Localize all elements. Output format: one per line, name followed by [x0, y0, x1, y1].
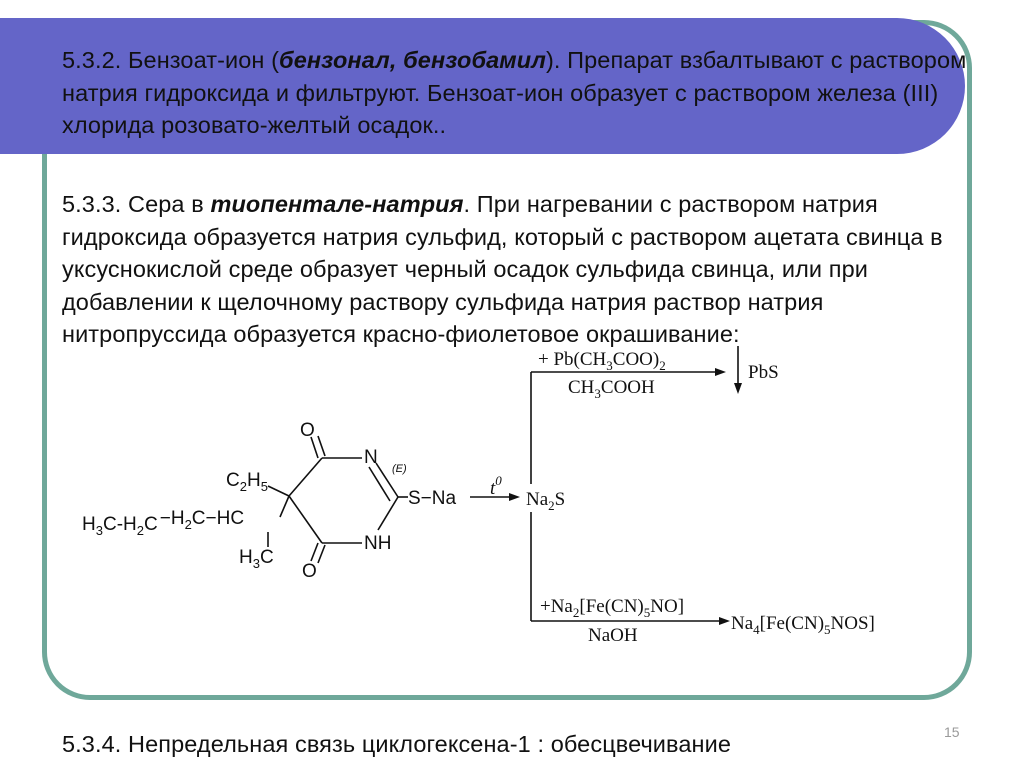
- bottom-condition: NaOH: [588, 625, 638, 646]
- section-5-3-3-drug: тиопентале-натрия: [210, 191, 464, 217]
- intermediate-na2s: $Na_2S$: [526, 489, 566, 513]
- group-methyl: $H_3C$: [239, 547, 274, 571]
- atom-o-top: O: [300, 420, 315, 441]
- group-ethyl: $C_2H_5$: [226, 470, 268, 494]
- top-product: PbS: [748, 362, 779, 383]
- section-5-3-4: [62, 728, 962, 761]
- section-5-3-2-lead: 5.3.2. Бензоат-ион (: [62, 47, 280, 73]
- section-5-3-2: [62, 44, 967, 142]
- group-s-na: S−Na: [408, 488, 457, 509]
- atom-o-bottom: O: [302, 561, 317, 582]
- section-5-3-2-text: ). Препарат взбалтывают с раствором натрия гидроксида и фильтруют. Бензоат-ион образует с раствором железа (III) хлорида розовато-желтый осадок..: [62, 47, 967, 138]
- atom-nh: NH: [364, 533, 392, 554]
- section-5-3-3-text: . При нагревании с раствором натрия гидроксида образуется натрия сульфид, который с раствором ацетата свинца в уксуснокислой среде образует черный осадок сульфида свинца, или при добавлении к щелочному раствору сульфида натрия раствор натрия нитропруссида образуется красно-фиолетовое окрашивание:: [62, 191, 943, 347]
- section-5-3-3-lead: 5.3.3. Сера в: [62, 191, 211, 217]
- section-5-3-3: [62, 188, 972, 351]
- group-chain: $H_3C-H_2C -H_2C-HC$: [82, 508, 245, 538]
- section-5-3-2-drugs: бензонал, бензобамил: [279, 47, 546, 73]
- top-condition: $CH_3COOH$: [568, 377, 655, 401]
- page-number: 15: [944, 724, 960, 740]
- heat-label: $t^0$: [490, 473, 502, 499]
- top-reagent: + $Pb(CH_3COO)_2$: [538, 349, 666, 373]
- bottom-reagent: $+Na_2[Fe(CN)_5NO]$: [540, 596, 685, 620]
- stereo-e-label: (E): [392, 463, 407, 475]
- atom-n: N: [364, 447, 378, 468]
- bottom-product: $Na_4[Fe(CN)_5NOS]$: [731, 613, 875, 637]
- section-5-3-4-text: 5.3.4. Непредельная связь циклогексена-1 : обесцвечивание: [62, 731, 732, 757]
